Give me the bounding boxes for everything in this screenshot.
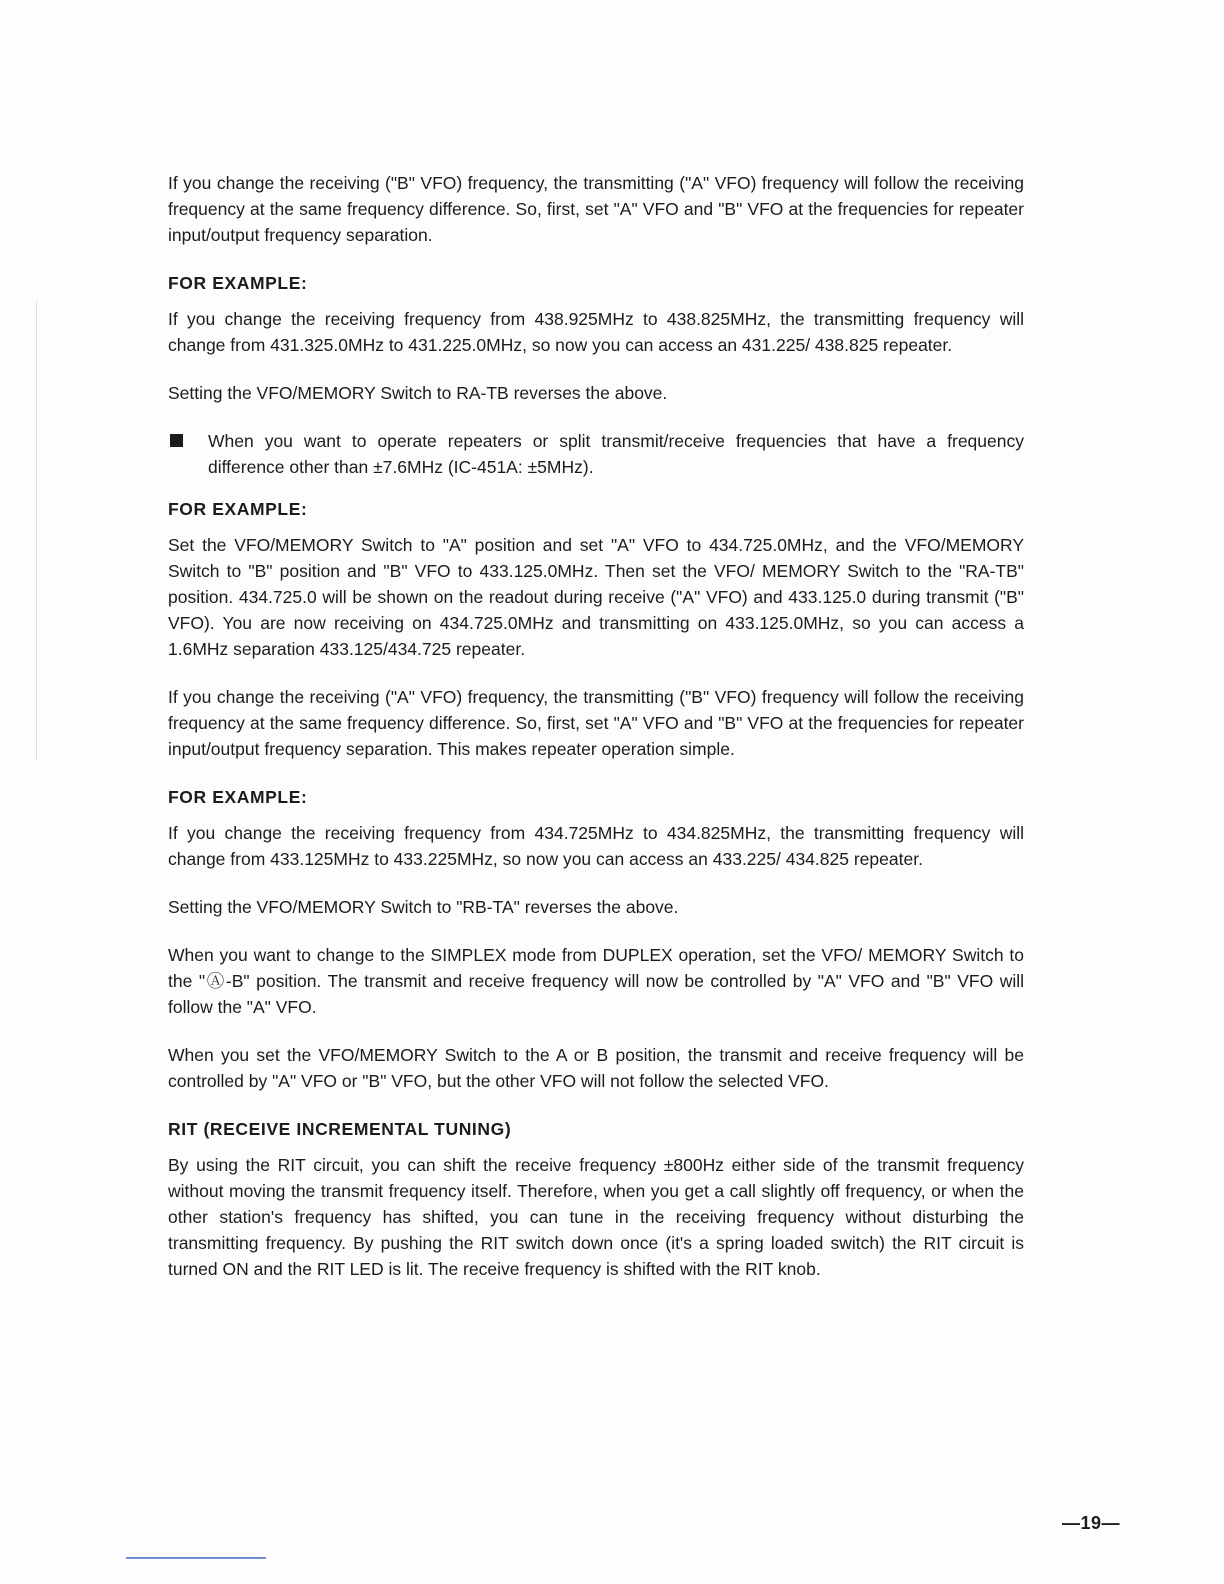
- heading-for-example-1: FOR EXAMPLE:: [168, 273, 308, 293]
- heading-rit: RIT (RECEIVE INCREMENTAL TUNING): [168, 1119, 512, 1139]
- heading-for-example-2: FOR EXAMPLE:: [168, 499, 308, 519]
- paragraph-a-or-b-position: When you set the VFO/MEMORY Switch to the A or B position, the transmit and receive frequency will be controlled by "A" VFO or "B" VFO, but the other VFO will not follow the selected VFO.: [168, 1045, 1024, 1091]
- bullet-item-split-frequency: [168, 428, 1024, 480]
- paragraph-ra-tb-reverse: Setting the VFO/MEMORY Switch to RA-TB reverses the above.: [168, 383, 668, 403]
- paragraph-a-vfo-follow: If you change the receiving ("A" VFO) frequency, the transmitting ("B" VFO) frequency will follow the receiving frequency at the same frequency difference. So, first, set "A" VFO and "B" VFO at the frequencies for repeater input/output frequency separation. This makes repeater operation simple.: [168, 687, 1024, 759]
- paragraph-b-vfo-follow: If you change the receiving ("B" VFO) frequency, the transmitting ("A" VFO) frequency will follow the receiving frequency at the same frequency difference. So, first, set "A" VFO and "B" VFO at the frequencies for repeater input/output frequency separation.: [168, 173, 1024, 245]
- paragraph-simplex-mode: When you want to change to the SIMPLEX mode from DUPLEX operation, set the VFO/ MEMORY Switch to the "Ⓐ-B" position. The transmit and receive frequency will now be controlled by "A" VFO and "B" VFO will follow the "A" VFO.: [168, 945, 1024, 1017]
- page-number: —19—: [1062, 1513, 1121, 1533]
- bullet-text: When you want to operate repeaters or split transmit/receive frequencies that have a frequency difference other than ±7.6MHz (IC-451A: ±5MHz).: [208, 431, 1024, 477]
- paragraph-rit-description: By using the RIT circuit, you can shift the receive frequency ±800Hz either side of the transmit frequency without moving the transmit frequency itself. Therefore, when you get a call slightly off frequency, or when the other station's frequency has shifted, you can tune in the receiving frequency without disturbing the transmitting frequency. By pushing the RIT switch down once (it's a spring loaded switch) the RIT circuit is turned ON and the RIT LED is lit. The receive frequency is shifted with the RIT knob.: [168, 1155, 1024, 1279]
- paragraph-example-434: Set the VFO/MEMORY Switch to "A" position and set "A" VFO to 434.725.0MHz, and the VFO/MEMORY Switch to "B" position and "B" VFO to 433.125.0MHz. Then set the VFO/ MEMORY Switch to the "RA-TB" position. 434.725.0 will be shown on the readout during receive ("A" VFO) and 433.125.0 during transmit ("B" VFO). You are now receiving on 434.725.0MHz and transmitting on 433.125.0MHz, so you can access a 1.6MHz separation 433.125/434.725 repeater.: [168, 535, 1024, 659]
- paragraph-rb-ta-reverse: Setting the VFO/MEMORY Switch to "RB-TA" reverses the above.: [168, 897, 679, 917]
- page-body: [168, 170, 1024, 1282]
- square-bullet-icon: [170, 434, 183, 447]
- scan-edge-shadow: [36, 300, 37, 760]
- scan-artifact-line: [126, 1557, 266, 1559]
- heading-for-example-3: FOR EXAMPLE:: [168, 787, 308, 807]
- paragraph-example-433: If you change the receiving frequency from 434.725MHz to 434.825MHz, the transmitting frequency will change from 433.125MHz to 433.225MHz, so now you can access an 433.225/ 434.825 repeater.: [168, 823, 1024, 869]
- paragraph-example-438: If you change the receiving frequency from 438.925MHz to 438.825MHz, the transmitting frequency will change from 431.325.0MHz to 431.225.0MHz, so now you can access an 431.225/ 438.825 repeater.: [168, 309, 1024, 355]
